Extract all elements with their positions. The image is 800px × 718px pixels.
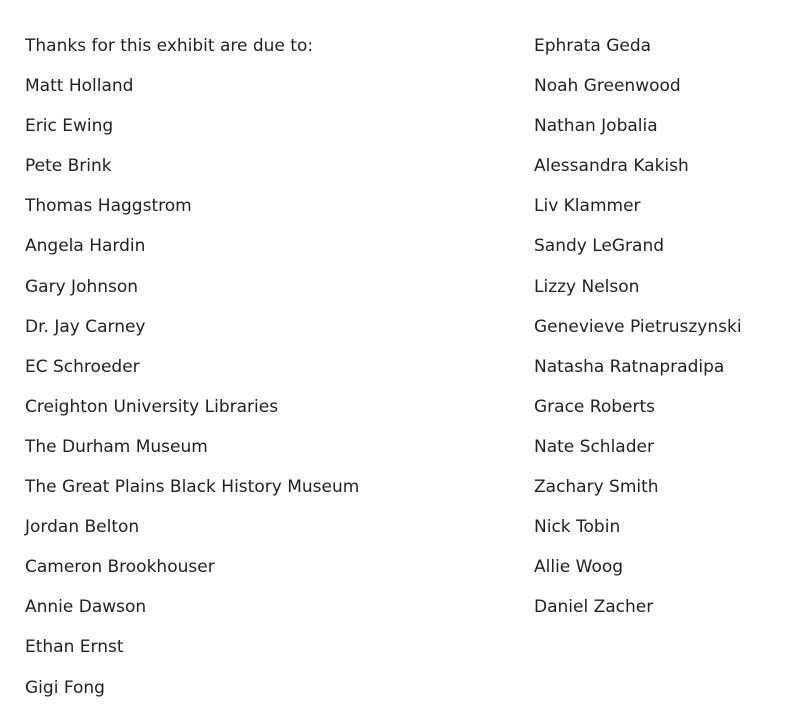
acknowledged-name: Creighton University Libraries <box>25 396 279 417</box>
acknowledged-name: Nick Tobin <box>534 517 621 538</box>
acknowledged-name: Alessandra Kakish <box>534 156 689 177</box>
acknowledged-name: Lizzy Nelson <box>534 276 640 297</box>
acknowledged-name: Angela Hardin <box>25 236 146 257</box>
acknowledged-name: EC Schroeder <box>25 356 140 377</box>
acknowledged-name: Natasha Ratnapradipa <box>534 356 725 377</box>
acknowledged-name: Annie Dawson <box>25 597 147 618</box>
acknowledged-name: Daniel Zacher <box>534 597 654 618</box>
acknowledged-name: Genevieve Pietruszynski <box>534 316 742 337</box>
acknowledged-name: Nathan Jobalia <box>534 116 658 137</box>
acknowledged-name: Allie Woog <box>534 557 624 578</box>
acknowledged-name: The Durham Museum <box>25 436 208 457</box>
acknowledged-name: Grace Roberts <box>534 396 656 417</box>
acknowledged-name: Thomas Haggstrom <box>25 196 192 217</box>
acknowledged-name: Matt Holland <box>25 76 134 97</box>
acknowledged-name: Cameron Brookhouser <box>25 557 215 578</box>
acknowledged-name: Noah Greenwood <box>534 76 681 97</box>
acknowledged-name: Pete Brink <box>25 156 112 177</box>
acknowledged-name: Gary Johnson <box>25 276 139 297</box>
acknowledged-name: Ephrata Geda <box>534 36 652 56</box>
acknowledged-name: Dr. Jay Carney <box>25 316 146 337</box>
acknowledged-name: Zachary Smith <box>534 477 659 498</box>
acknowledgements-left-column <box>25 31 505 713</box>
acknowledged-name: Eric Ewing <box>25 116 114 137</box>
acknowledgements-intro: Thanks for this exhibit are due to: <box>25 36 314 56</box>
acknowledged-name: Ethan Ernst <box>25 637 124 658</box>
acknowledged-name: Jordan Belton <box>25 517 140 538</box>
acknowledged-name: Gigi Fong <box>25 677 105 698</box>
acknowledged-name: The Great Plains Black History Museum <box>25 477 360 498</box>
acknowledged-name: Sandy LeGrand <box>534 236 665 257</box>
acknowledgements-right-column <box>534 31 794 632</box>
acknowledged-name: Liv Klammer <box>534 196 641 217</box>
acknowledged-name: Nate Schlader <box>534 436 654 457</box>
